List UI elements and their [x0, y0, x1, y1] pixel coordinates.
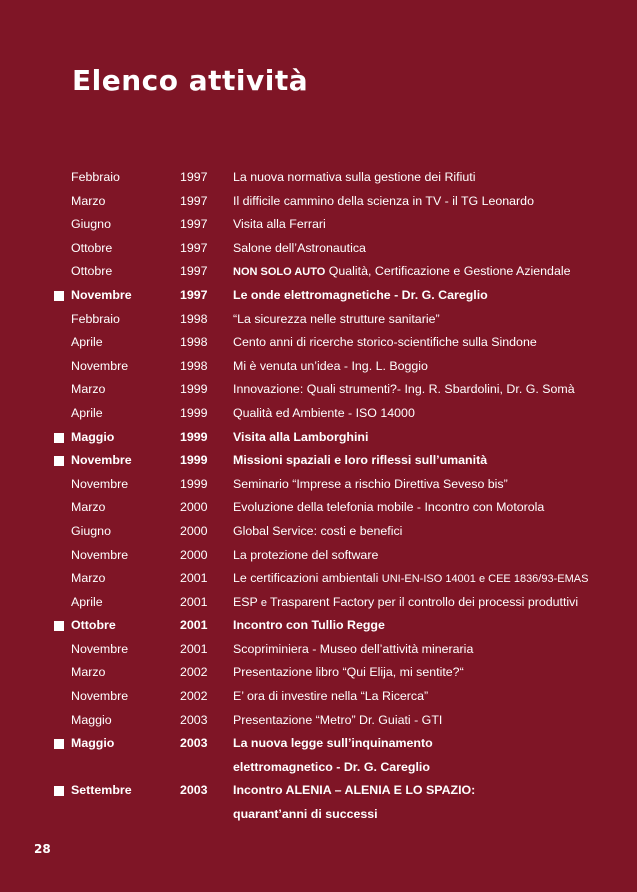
list-item-highlight: [0, 284, 637, 308]
entry-year: 1999: [180, 429, 208, 444]
square-bullet-icon: [54, 291, 64, 301]
list-item: [0, 402, 637, 426]
square-bullet-icon: [54, 456, 64, 466]
entry-description: Cento anni di ricerche storico-scientifiche sulla Sindone: [233, 335, 537, 350]
entry-month: Ottobre: [71, 618, 116, 633]
entry-description: La nuova legge sull’inquinamento: [233, 736, 433, 751]
list-item-highlight: [0, 426, 637, 450]
entry-month: Novembre: [71, 287, 132, 302]
list-item: [0, 709, 637, 733]
list-item-highlight: [0, 614, 637, 638]
entry-description-prefix: NON SOLO AUTO: [233, 266, 326, 279]
entry-month: Febbraio: [71, 311, 120, 326]
entry-description: La protezione del software: [233, 547, 379, 562]
entry-description: Presentazione libro “Qui Elija, mi sentite?“: [233, 665, 464, 680]
entry-year: 2002: [180, 689, 208, 704]
entry-description: Mi è venuta un’idea - Ing. L. Boggio: [233, 358, 428, 373]
list-item: [0, 520, 637, 544]
entry-year: 1997: [180, 170, 208, 184]
entry-year: 2002: [180, 665, 208, 680]
entry-description: La nuova normativa sulla gestione dei Rifiuti: [233, 170, 476, 184]
entry-year: 1997: [180, 287, 208, 302]
entry-description: “La sicurezza nelle strutture sanitarie”: [233, 311, 440, 326]
entry-year: 1999: [180, 405, 208, 420]
entry-description: Le onde elettromagnetiche - Dr. G. Careglio: [233, 287, 488, 302]
page-number: 28: [34, 842, 51, 856]
entry-month: Novembre: [71, 547, 129, 562]
entry-year: 1999: [180, 382, 208, 397]
entry-month: Maggio: [71, 429, 115, 444]
list-item-continuation: [0, 803, 637, 827]
list-item-highlight: [0, 732, 637, 756]
entry-month: Maggio: [71, 712, 112, 727]
entry-description: Scopriminiera - Museo dell’attività mineraria: [233, 641, 474, 656]
square-bullet-icon: [54, 433, 64, 443]
entry-description-text: Le certificazioni ambientali: [233, 571, 382, 586]
entry-year: 1998: [180, 311, 208, 326]
entry-month: Novembre: [71, 476, 129, 491]
list-item: [0, 544, 637, 568]
entry-description-standard: CEE 1836/93-EMAS: [488, 573, 589, 586]
entry-year: 1997: [180, 217, 208, 232]
entry-year: 1998: [180, 335, 208, 350]
entry-description: Presentazione “Metro” Dr. Guiati - GTI: [233, 712, 443, 727]
entry-year: 2003: [180, 712, 208, 727]
entry-description-standard: UNI-EN-ISO 14001: [381, 573, 476, 586]
page-title: Elenco attività: [72, 64, 309, 97]
list-item: [0, 496, 637, 520]
entry-month: Aprile: [71, 405, 103, 420]
entry-year: 2000: [180, 547, 208, 562]
entry-year: 2001: [180, 618, 208, 633]
entry-description: Seminario “Imprese a rischio Direttiva Seveso bis”: [233, 476, 508, 491]
entry-month: Marzo: [71, 382, 106, 397]
entry-description: Visita alla Ferrari: [233, 217, 326, 232]
entry-year: 1997: [180, 240, 208, 255]
entry-description: Evoluzione della telefonia mobile - Incontro con Motorola: [233, 500, 545, 515]
list-item: [0, 685, 637, 709]
entry-description: Missioni spaziali e loro riflessi sull’umanità: [233, 453, 488, 468]
list-item: [0, 260, 637, 284]
entry-year: 1997: [180, 193, 208, 208]
entry-description: E’ ora di investire nella “La Ricerca”: [233, 689, 429, 704]
entry-description: Visita alla Lamborghini: [233, 429, 369, 444]
entry-description: Salone dell’Astronautica: [233, 240, 366, 255]
list-item: [0, 331, 637, 355]
list-item: [0, 213, 637, 237]
entry-month: Febbraio: [71, 170, 120, 184]
entry-description: Innovazione: Quali strumenti?- Ing. R. Sbardolini, Dr. G. Somà: [233, 382, 575, 397]
entry-month: Marzo: [71, 665, 106, 680]
entry-year: 2003: [180, 736, 208, 751]
entry-month: Aprile: [71, 335, 103, 350]
entry-month: Marzo: [71, 500, 106, 515]
square-bullet-icon: [54, 621, 64, 631]
list-item: [0, 166, 637, 190]
entry-month: Aprile: [71, 594, 103, 609]
entry-description: Il difficile cammino della scienza in TV - il TG Leonardo: [233, 193, 534, 208]
entry-year: 2003: [180, 783, 208, 798]
entry-month: Marzo: [71, 193, 106, 208]
list-item: [0, 638, 637, 662]
square-bullet-icon: [54, 739, 64, 749]
entry-description-conjunction: e: [475, 573, 489, 586]
entry-month: Ottobre: [71, 240, 113, 255]
list-item: [0, 473, 637, 497]
list-item: [0, 591, 637, 615]
entry-description: Incontro ALENIA – ALENIA E LO SPAZIO:: [233, 783, 476, 798]
entry-year: 2000: [180, 500, 208, 515]
entry-month: Novembre: [71, 641, 129, 656]
entry-month: Novembre: [71, 358, 129, 373]
list-item-highlight: [0, 449, 637, 473]
list-item: [0, 308, 637, 332]
list-item: [0, 661, 637, 685]
entry-year: 2000: [180, 523, 208, 538]
list-item-continuation: [0, 756, 637, 780]
activity-list: [0, 166, 637, 827]
entry-year: 1999: [180, 453, 208, 468]
list-item-highlight: [0, 779, 637, 803]
entry-description: [233, 567, 588, 592]
entry-month: Settembre: [71, 783, 132, 798]
list-item: [0, 190, 637, 214]
entry-month: Giugno: [71, 523, 111, 538]
list-item: [0, 237, 637, 261]
entry-description-conjunction: e: [257, 596, 271, 609]
entry-description: Incontro con Tullio Regge: [233, 618, 385, 633]
entry-description: Qualità ed Ambiente - ISO 14000: [233, 405, 415, 420]
square-bullet-icon: [54, 786, 64, 796]
entry-year: 1998: [180, 358, 208, 373]
entry-description-text: ESP: [233, 594, 258, 609]
entry-month: Marzo: [71, 571, 106, 586]
entry-description-line2: quarant’anni di successi: [233, 807, 378, 822]
entry-month: Novembre: [71, 453, 132, 468]
list-item: [0, 567, 637, 591]
entry-month: Giugno: [71, 217, 111, 232]
entry-description-line2: elettromagnetico - Dr. G. Careglio: [233, 759, 430, 774]
entry-description: [233, 591, 578, 616]
entry-description: Global Service: costi e benefici: [233, 523, 403, 538]
entry-description-text: Qualità, Certificazione e Gestione Aziendale: [325, 264, 571, 279]
list-item: [0, 355, 637, 379]
list-item: [0, 378, 637, 402]
entry-description-text: Trasparent Factory per il controllo dei processi produttivi: [270, 594, 579, 609]
entry-year: 2001: [180, 641, 208, 656]
entry-year: 1999: [180, 476, 208, 491]
entry-month: Maggio: [71, 736, 115, 751]
entry-year: 2001: [180, 571, 208, 586]
entry-year: 1997: [180, 264, 208, 279]
entry-description: [233, 260, 570, 285]
entry-year: 2001: [180, 594, 208, 609]
entry-month: Ottobre: [71, 264, 113, 279]
entry-month: Novembre: [71, 689, 129, 704]
